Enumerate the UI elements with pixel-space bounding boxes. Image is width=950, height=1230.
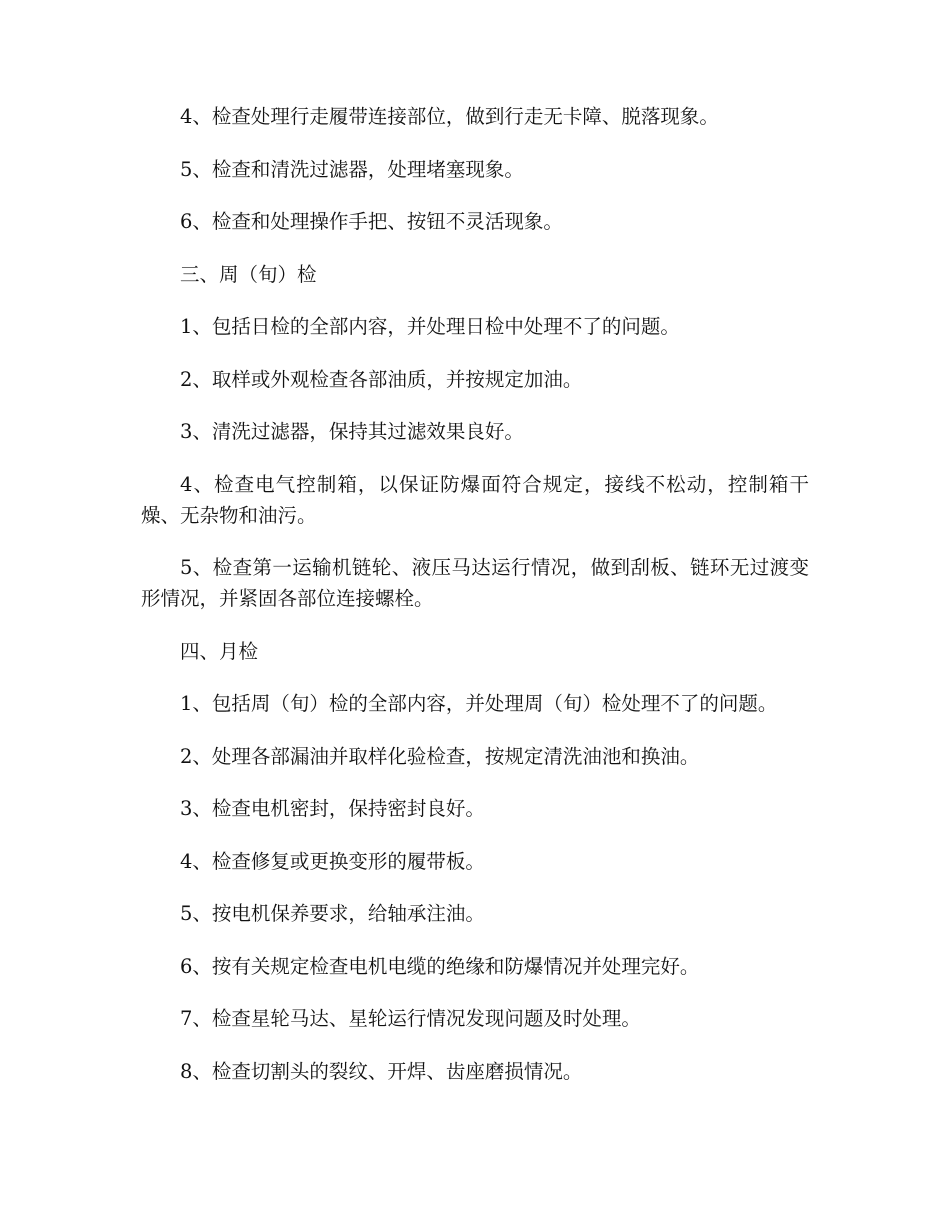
paragraph-weekly-4: 4、检查电气控制箱，以保证防爆面符合规定，接线不松动，控制箱干燥、无杂物和油污。: [141, 472, 809, 527]
section-heading-weekly: 三、周（旬）检: [180, 262, 317, 286]
paragraph-daily-4: 4、检查处理行走履带连接部位，做到行走无卡障、脱落现象。: [180, 105, 719, 128]
paragraph-monthly-8: 8、检查切割头的裂纹、开焊、齿座磨损情况。: [180, 1059, 583, 1083]
paragraph-daily-5: 5、检查和清洗过滤器，处理堵塞现象。: [180, 157, 524, 181]
section-heading-monthly: 四、月检: [180, 639, 259, 663]
paragraph-monthly-7: 7、检查星轮马达、星轮运行情况发现问题及时处理。: [180, 1007, 641, 1030]
paragraph-monthly-1: 1、包括周（旬）检的全部内容，并处理周（旬）检处理不了的问题。: [180, 692, 778, 715]
paragraph-daily-6: 6、检查和处理操作手把、按钮不灵活现象。: [180, 210, 563, 233]
paragraph-monthly-6: 6、按有关规定检查电机电缆的绝缘和防爆情况并处理完好。: [180, 954, 700, 978]
paragraph-weekly-1: 1、包括日检的全部内容，并处理日检中处理不了的问题。: [180, 315, 680, 338]
paragraph-weekly-2: 2、取样或外观检查各部油质，并按规定加油。: [180, 367, 583, 391]
paragraph-monthly-3: 3、检查电机密封，保持密封良好。: [180, 797, 485, 820]
paragraph-monthly-5: 5、按电机保养要求，给轴承注油。: [180, 902, 485, 925]
paragraph-weekly-3: 3、清洗过滤器，保持其过滤效果良好。: [180, 420, 524, 443]
paragraph-monthly-4: 4、检查修复或更换变形的履带板。: [180, 849, 485, 873]
paragraph-weekly-5: 5、检查第一运输机链轮、液压马达运行情况，做到刮板、链环无过渡变形情况，并紧固各部位连接螺栓。: [141, 556, 809, 610]
document-body: [141, 101, 809, 1108]
paragraph-monthly-2: 2、处理各部漏油并取样化验检查，按规定清洗油池和换油。: [180, 744, 700, 768]
